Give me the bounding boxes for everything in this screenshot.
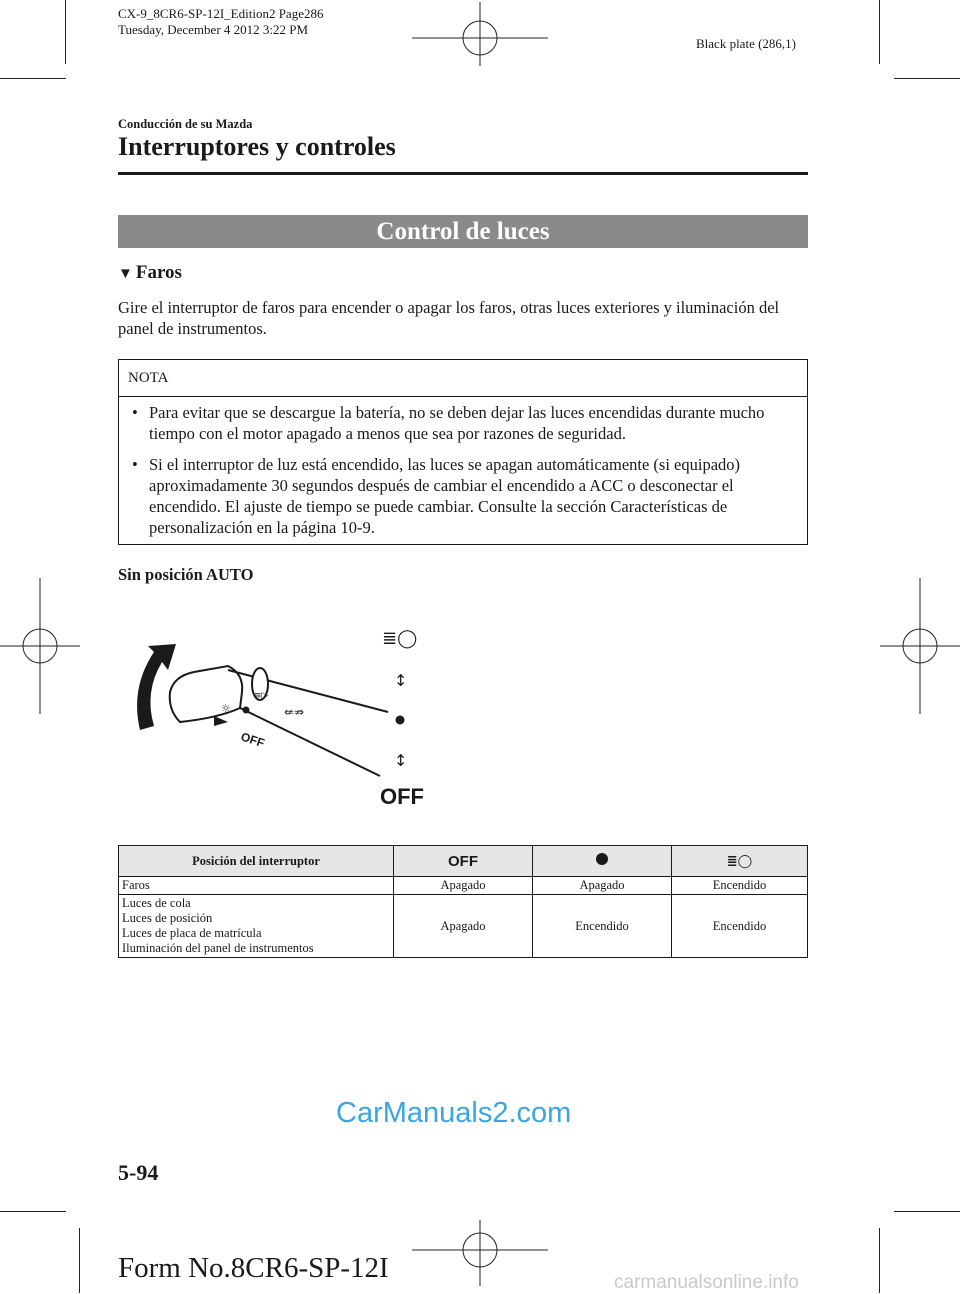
- plate-label: Black plate (286,1): [696, 36, 796, 51]
- watermark-link[interactable]: CarManuals2.com: [336, 1097, 572, 1129]
- light-switch-diagram: [118, 600, 438, 825]
- lever-pointer-icon: [214, 716, 228, 726]
- updown-arrow-icon: ↕: [394, 671, 408, 690]
- note-item: • Para evitar que se descargue la batería, no se deben dejar las luces encendidas durante mucho tiempo con el motor apagado a menos que sea por razones de seguridad.: [149, 402, 795, 444]
- cell-value: Encendido: [672, 895, 808, 958]
- print-header: [118, 6, 323, 38]
- section-label: Conducción de su Mazda: [118, 117, 253, 131]
- cell-value: Apagado: [533, 877, 672, 895]
- lever-off-label: OFF: [239, 729, 267, 751]
- lever-headlight-icon: ≡▷: [254, 691, 269, 701]
- crop-mark: [894, 78, 960, 79]
- date-line: Tuesday, December 4 2012 3:22 PM: [118, 22, 309, 37]
- header-off-label: OFF: [394, 846, 533, 877]
- row-label-line: Luces de posición: [122, 911, 213, 925]
- switch-position-table: [118, 845, 808, 958]
- sun-icon: ☼: [221, 702, 231, 715]
- crop-mark: [79, 1228, 80, 1293]
- page-number: 5-94: [118, 1160, 159, 1185]
- row-label: Faros: [119, 877, 394, 895]
- registration-mark-left: [0, 578, 80, 714]
- form-number: Form No.8CR6-SP-12I: [118, 1252, 389, 1284]
- triangle-marker-icon: ▼: [118, 266, 133, 282]
- file-line: CX-9_8CR6-SP-12I_Edition2 Page286: [118, 6, 324, 21]
- cell-value: Apagado: [394, 895, 533, 958]
- table-row: [119, 895, 808, 958]
- row-label-line: Iluminación del panel de instrumentos: [122, 941, 314, 955]
- header-position-label: Posición del interruptor: [119, 846, 394, 877]
- table-header-row: [119, 846, 808, 877]
- crop-mark: [65, 0, 66, 64]
- lever-parking-icon: ⇍⇏: [284, 705, 305, 719]
- cell-value: Encendido: [533, 895, 672, 958]
- chapter-rule: [118, 172, 808, 175]
- parking-position-dot-icon: [396, 716, 405, 725]
- crop-mark: [0, 1211, 66, 1212]
- site-watermark: carmanualsonline.info: [614, 1272, 799, 1293]
- header-headlight-icon: ≣◯: [672, 846, 808, 877]
- updown-arrow-icon: ↕: [394, 751, 408, 770]
- registration-mark-right: [880, 578, 960, 714]
- subsection-title: Faros: [135, 262, 182, 283]
- note-list: [119, 397, 807, 538]
- diagram-caption: Sin posición AUTO: [118, 565, 254, 584]
- lever-body: [170, 666, 243, 722]
- off-position-label: OFF: [380, 784, 424, 809]
- row-label-line: Luces de placa de matrícula: [122, 926, 262, 940]
- crop-mark: [879, 1228, 880, 1293]
- banner-title: Control de luces: [118, 215, 808, 248]
- header-parking-icon: [533, 846, 672, 877]
- note-item: • Si el interruptor de luz está encendido, las luces se apagan automáticamente (si equipado) aproximadamente 30 segundos después de cambiar el encendido a ACC o desconectar el encendido. El ajuste de tiempo se puede cambiar. Consulte la sección Características de personalización en la página 10-9.: [149, 454, 795, 538]
- chapter-title: Interruptores y controles: [118, 132, 396, 161]
- cell-value: Apagado: [394, 877, 533, 895]
- table-row: [119, 877, 808, 895]
- registration-mark-top: [412, 0, 548, 66]
- note-title: NOTA: [119, 360, 807, 397]
- intro-paragraph: Gire el interruptor de faros para encender o apagar los faros, otras luces exteriores y iluminación del panel de instrumentos.: [118, 298, 780, 338]
- row-label-line: Luces de cola: [122, 896, 191, 910]
- rotation-arrow-icon: [137, 644, 176, 730]
- headlight-position-icon: ≣◯: [382, 628, 418, 649]
- note-box: [118, 359, 808, 545]
- lever-dot-icon: [243, 707, 250, 714]
- subsection-heading: [118, 262, 182, 284]
- crop-mark: [879, 0, 880, 64]
- crop-mark: [0, 78, 66, 79]
- registration-mark-bottom: [412, 1220, 548, 1286]
- cell-value: Encendido: [672, 877, 808, 895]
- row-label: [119, 895, 394, 958]
- crop-mark: [894, 1211, 960, 1212]
